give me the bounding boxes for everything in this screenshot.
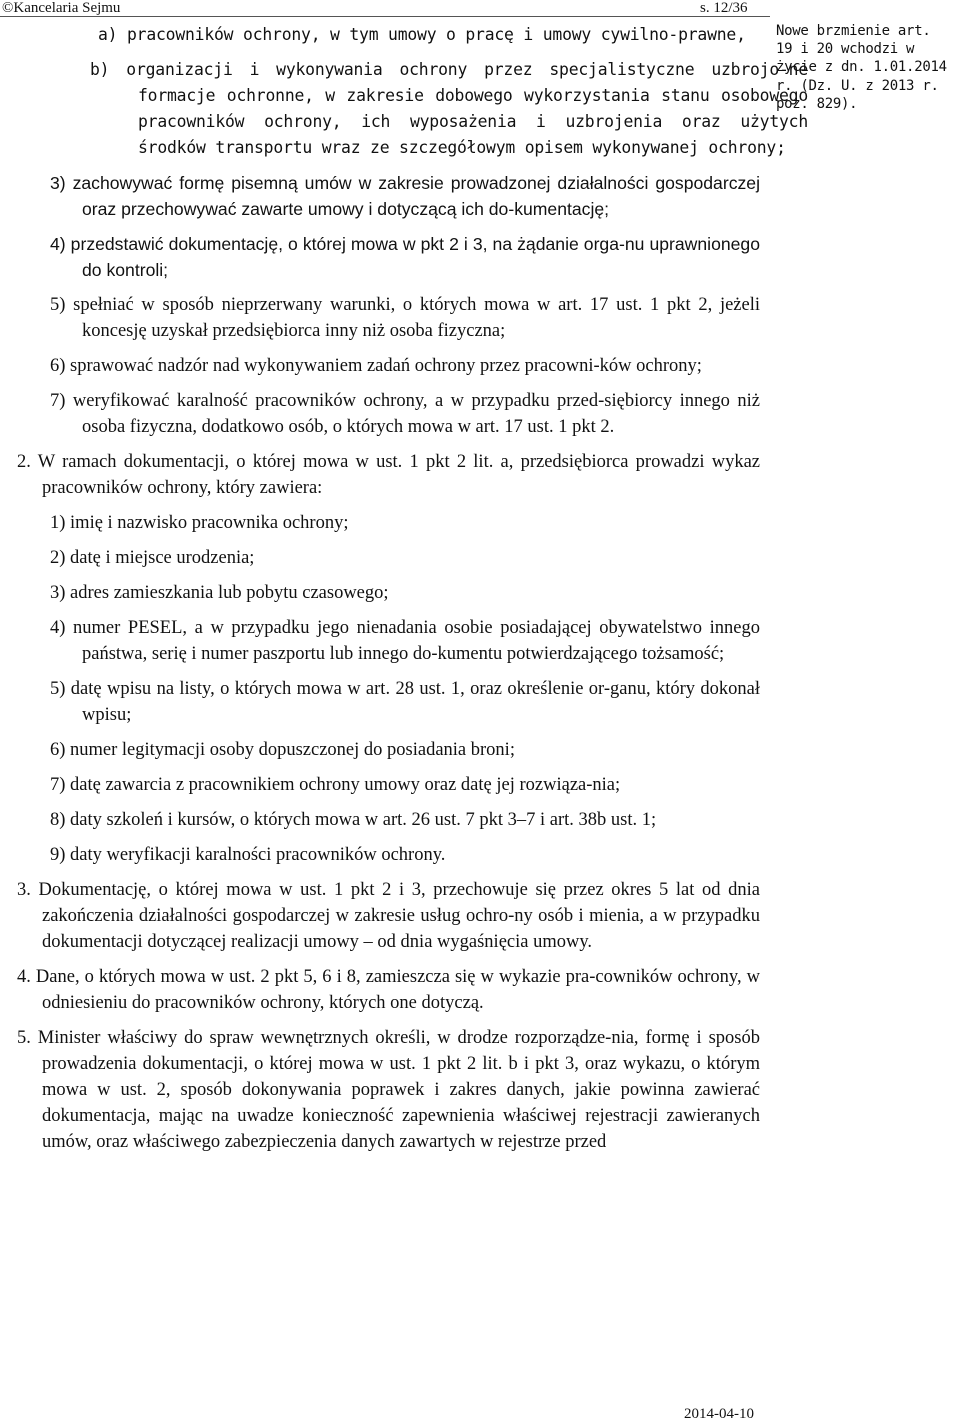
list-item-8-text: 8) daty szkoleń i kursów, o których mowa w art. 26 ust. 7 pkt 3–7 i art. 38b ust. 1; bbox=[50, 810, 657, 830]
section-4 bbox=[17, 964, 760, 1016]
list-item-7 bbox=[50, 772, 760, 798]
margin-note-line-2: 19 i 20 wchodzi w bbox=[776, 41, 915, 58]
list-item-3-text: 3) adres zamieszkania lub pobytu czasowego; bbox=[50, 583, 389, 603]
item-a-text: a) pracowników ochrony, w tym umowy o pracę i umowy cywilno-prawne, bbox=[98, 25, 746, 44]
point-4-text: 4) przedstawić dokumentację, o której mowa w pkt 2 i 3, na żądanie orga-nu uprawnionego do kontroli; bbox=[50, 234, 760, 280]
margin-note bbox=[776, 22, 960, 113]
list-item-9 bbox=[50, 842, 760, 868]
point-4 bbox=[50, 231, 760, 283]
header-divider bbox=[0, 16, 770, 17]
point-5-text: 5) spełniać w sposób nieprzerwany warunki, o których mowa w art. 17 ust. 1 pkt 2, jeżeli koncesję uzyskał przedsiębiorca inny niż osoba fizyczna; bbox=[50, 295, 760, 341]
section-5 bbox=[17, 1025, 760, 1155]
section-5-text: 5. Minister właściwy do spraw wewnętrznych określi, w drodze rozporządze-nia, formę i sposób prowadzenia dokumentacji, o której mowa w ust. 1 pkt 2 lit. b i pkt 3, oraz wykazu, o którym mowa w ust. 2, sposób dokonywania poprawek i zakres danych, jakie powinna zawierać dokumentacja, mając na uwadze konieczność zapewnienia właściwej rejestracji zawieranych umów, oraz właściwego zabezpieczenia danych zawartych w rejestrze przed bbox=[17, 1028, 760, 1152]
list-item-6 bbox=[50, 737, 760, 763]
point-6-text: 6) sprawować nadzór nad wykonywaniem zadań ochrony przez pracowni-ków ochrony; bbox=[50, 356, 702, 376]
list-item-4-text: 4) numer PESEL, a w przypadku jego nienadania osobie posiadającej obywatelstwo innego państwa, serię i numer paszportu lub innego do-kumentu potwierdzającego tożsamość; bbox=[50, 618, 760, 664]
list-item-5 bbox=[50, 676, 760, 728]
list-item-2-text: 2) datę i miejsce urodzenia; bbox=[50, 548, 255, 568]
point-7-text: 7) weryfikować karalność pracowników ochrony, a w przypadku przed-siębiorcy innego niż osoba fizyczna, dodatkowo osób, o których mowa w art. 17 ust. 1 pkt 2. bbox=[50, 391, 760, 437]
margin-note-line-5: poz. 829). bbox=[776, 95, 858, 112]
footer-date: 2014-04-10 bbox=[684, 1406, 754, 1422]
point-5 bbox=[50, 292, 760, 344]
list-item-8 bbox=[50, 807, 760, 833]
point-7 bbox=[50, 388, 760, 440]
point-6 bbox=[50, 353, 760, 379]
list-item-2 bbox=[50, 545, 760, 571]
list-item-1 bbox=[50, 510, 760, 536]
list-item-6-text: 6) numer legitymacji osoby dopuszczonej do posiadania broni; bbox=[50, 740, 515, 760]
margin-note-line-3: życie z dn. 1.01.2014 bbox=[776, 59, 947, 76]
header-copyright: ©Kancelaria Sejmu bbox=[2, 0, 121, 16]
section-3 bbox=[17, 877, 760, 955]
margin-note-line-1: Nowe brzmienie art. bbox=[776, 23, 931, 39]
margin-note-line-4: r. (Dz. U. z 2013 r. bbox=[776, 77, 939, 94]
section-4-text: 4. Dane, o których mowa w ust. 2 pkt 5, 6 i 8, zamieszcza się w wykazie pra-cowników ochrony, w odniesieniu do pracowników ochrony, których one dotyczą. bbox=[17, 967, 760, 1013]
section-2-text: 2. W ramach dokumentacji, o której mowa w ust. 1 pkt 2 lit. a, przedsiębiorca prowadzi wykaz pracowników ochrony, który zawiera: bbox=[17, 452, 760, 498]
list-item-4 bbox=[50, 615, 760, 667]
list-item-3 bbox=[50, 580, 760, 606]
point-3 bbox=[50, 170, 760, 222]
list-item-9-text: 9) daty weryfikacji karalności pracowników ochrony. bbox=[50, 845, 446, 865]
list-item-5-text: 5) datę wpisu na listy, o których mowa w art. 28 ust. 1, oraz określenie or-ganu, który dokonał wpisu; bbox=[50, 679, 760, 725]
page-number: s. 12/36 bbox=[700, 0, 748, 16]
list-item-1-text: 1) imię i nazwisko pracownika ochrony; bbox=[50, 513, 349, 533]
item-a bbox=[90, 22, 808, 48]
section-3-text: 3. Dokumentację, o której mowa w ust. 1 pkt 2 i 3, przechowuje się przez okres 5 lat od dnia zakończenia działalności gospodarczej w zakresie usług ochro-ny osób i mienia, a w przypadku dokumentacji dotyczącej realizacji umowy – od dnia wygaśnięcia umowy. bbox=[17, 880, 760, 952]
item-b bbox=[90, 57, 808, 161]
point-3-text: 3) zachowywać formę pisemną umów w zakresie prowadzonej działalności gospodarczej oraz przechowywać zawarte umowy i dotyczącą ich do-kumentację; bbox=[50, 173, 760, 219]
section-2 bbox=[17, 449, 760, 501]
document-body bbox=[17, 22, 808, 1164]
item-b-text: b) organizacji i wykonywania ochrony przez specjalistyczne uzbrojo-ne formacje ochronne, w zakresie dobowego wykorzystania stanu osobowego pracowników ochrony, ich wyposażenia i uzbrojenia oraz użytych środków transportu wraz ze szczegółowym opisem wykonywanej ochrony; bbox=[90, 60, 808, 157]
list-item-7-text: 7) datę zawarcia z pracownikiem ochrony umowy oraz datę jej rozwiąza-nia; bbox=[50, 775, 621, 795]
